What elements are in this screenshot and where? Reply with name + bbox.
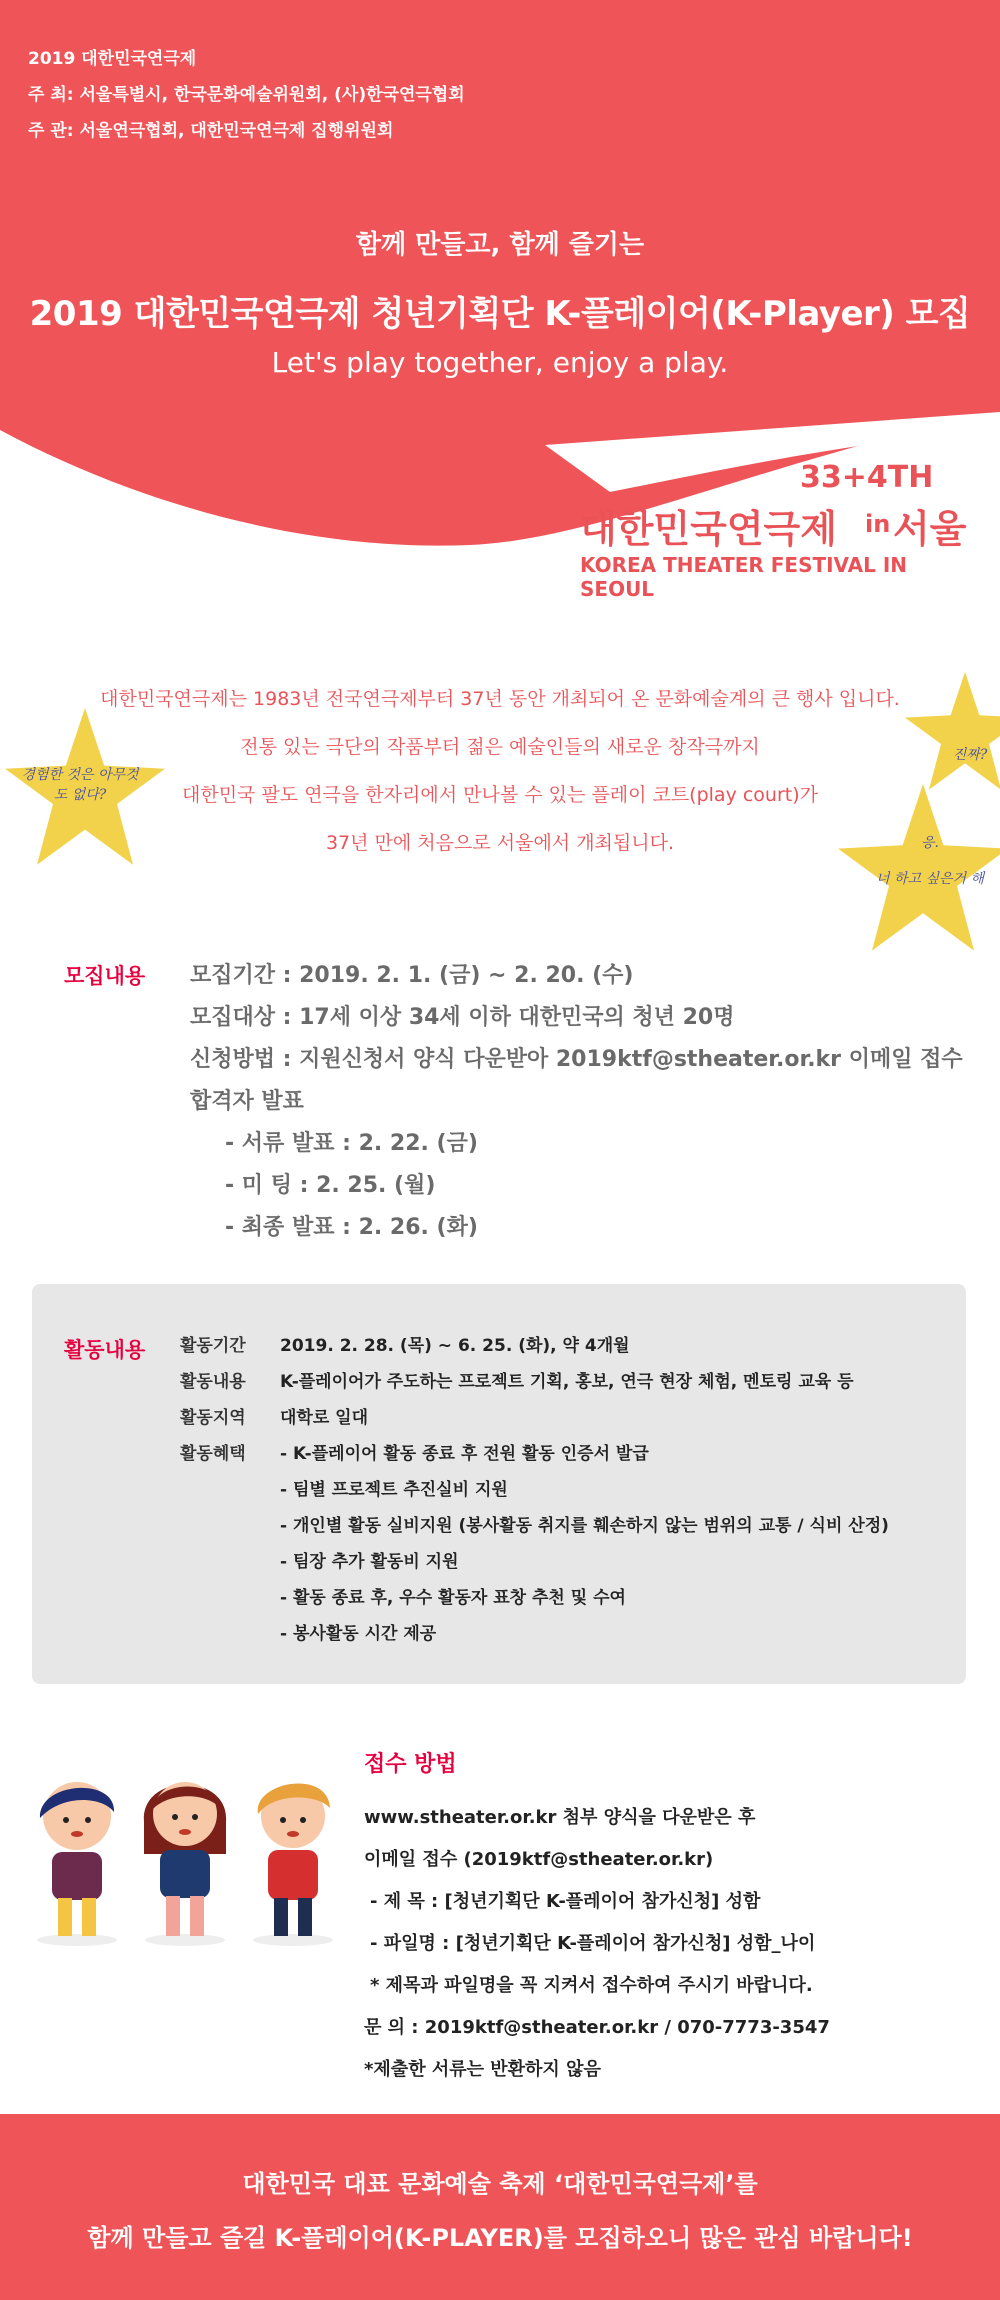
recruit-doc: - 서류 발표 : 2. 22. (금): [225, 1131, 478, 1156]
star-right-bottom-text-2: 너 하고 싶은거 해: [875, 871, 985, 887]
intro-line-1: 대한민국연극제는 1983년 전국연극제부터 37년 동안 개최되어 온 문화예술계의 큰 행사 입니다.: [100, 688, 900, 710]
logo-name-ko: 대한민국연극제: [580, 507, 837, 551]
star-right-top-text: 진짜?: [952, 747, 988, 763]
page-subtitle: 함께 만들고, 함께 즐기는: [355, 230, 645, 260]
activity-key: 활동지역: [180, 1408, 246, 1428]
footer-line-2: 함께 만들고 즐길 K-플레이어(K-PLAYER)를 모집하오니 많은 관심 바랍니다!: [87, 2224, 913, 2252]
recruit-announce: 합격자 발표: [190, 1089, 304, 1114]
character-boy-orange-hair: [238, 1768, 348, 1948]
apply-line: www.stheater.or.kr 첨부 양식을 다운받은 후: [364, 1807, 756, 1828]
star-right-top-shape: [905, 672, 1000, 792]
logo-count: 33+4TH: [800, 460, 934, 495]
benefit-item: - 개인별 활동 실비지원 (봉사활동 취지를 훼손하지 않는 범위의 교통 / 식비 산정): [280, 1516, 889, 1536]
logo-in: in: [865, 510, 891, 538]
page-title: 2019 대한민국연극제 청년기획단 K-플레이어(K-Player) 모집: [29, 294, 971, 334]
benefit-item: - 활동 종료 후, 우수 활동자 표창 추천 및 수여: [280, 1588, 626, 1608]
activity-value: 대학로 일대: [280, 1408, 369, 1428]
logo-name-en: KOREA THEATER FESTIVAL IN SEOUL: [580, 553, 908, 601]
character-girl-brown-hair: [130, 1762, 240, 1948]
recruit-method: 신청방법 : 지원신청서 양식 다운받아 2019ktf@stheater.or.kr 이메일 접수: [190, 1047, 963, 1072]
benefit-item: - 팀별 프로젝트 추진실비 지원: [280, 1480, 508, 1500]
apply-line: *제출한 서류는 반환하지 않음: [364, 2059, 601, 2080]
star-right-bottom-text-1: 응.: [921, 835, 939, 851]
footer-line-1: 대한민국 대표 문화예술 축제 ‘대한민국연극제’를: [242, 2170, 758, 2198]
character-boy-blue-hair: [22, 1768, 132, 1948]
recruit-label: 모집내용: [64, 964, 146, 988]
activity-key: 활동내용: [180, 1372, 246, 1392]
apply-line: * 제목과 파일명을 꼭 지켜서 접수하여 주시기 바랍니다.: [370, 1975, 813, 1996]
apply-line: 문 의 : 2019ktf@stheater.or.kr / 070-7773-3547: [364, 2017, 830, 2038]
apply-line: - 제 목 : [청년기획단 K-플레이어 참가신청] 성함: [370, 1891, 761, 1912]
recruit-target: 모집대상 : 17세 이상 34세 이하 대한민국의 청년 20명: [190, 1005, 735, 1030]
recruit-period: 모집기간 : 2019. 2. 1. (금) ~ 2. 20. (수): [190, 963, 634, 988]
logo-city: 서울: [893, 507, 967, 551]
activity-key: 활동혜택: [180, 1444, 246, 1464]
recruit-meeting: - 미 팅 : 2. 25. (월): [225, 1173, 436, 1198]
slogan: Let's play together, enjoy a play.: [271, 346, 729, 379]
benefit-item: - 팀장 추가 활동비 지원: [280, 1552, 459, 1572]
apply-line: 이메일 접수 (2019ktf@stheater.or.kr): [364, 1849, 714, 1870]
activity-value: 2019. 2. 28. (목) ~ 6. 25. (화), 약 4개월: [280, 1336, 630, 1356]
activity-key: 활동기간: [180, 1336, 246, 1356]
festival-name: 2019 대한민국연극제: [28, 49, 197, 69]
host-line: 주 최: 서울특별시, 한국문화예술위원회, (사)한국연극협회: [28, 85, 465, 105]
activity-value: - K-플레이어 활동 종료 후 전원 활동 인증서 발급: [280, 1444, 649, 1464]
intro-line-2: 전통 있는 극단의 작품부터 젊은 예술인들의 새로운 창작극까지: [240, 736, 760, 758]
activity-value: K-플레이어가 주도하는 프로젝트 기획, 홍보, 연극 현장 체험, 멘토링 교육 등: [280, 1372, 854, 1392]
star-left-text: 경험한 것은 아무것도 없다?: [21, 767, 139, 803]
benefit-item: - 봉사활동 시간 제공: [280, 1624, 437, 1644]
apply-line: - 파일명 : [청년기획단 K-플레이어 참가신청] 성함_나이: [370, 1933, 816, 1954]
intro-line-4: 37년 만에 처음으로 서울에서 개최됩니다.: [325, 832, 675, 854]
festival-logo: [575, 440, 975, 601]
activity-label: 활동내용: [64, 1338, 146, 1362]
recruit-final: - 최종 발표 : 2. 26. (화): [225, 1215, 478, 1240]
intro-line-3: 대한민국 팔도 연극을 한자리에서 만나볼 수 있는 플레이 코트(play court)가: [182, 784, 818, 806]
organizer-line: 주 관: 서울연극협회, 대한민국연극제 집행위원회: [28, 121, 394, 141]
footer-banner: [0, 2114, 1000, 2300]
apply-title: 접수 방법: [364, 1752, 457, 1777]
